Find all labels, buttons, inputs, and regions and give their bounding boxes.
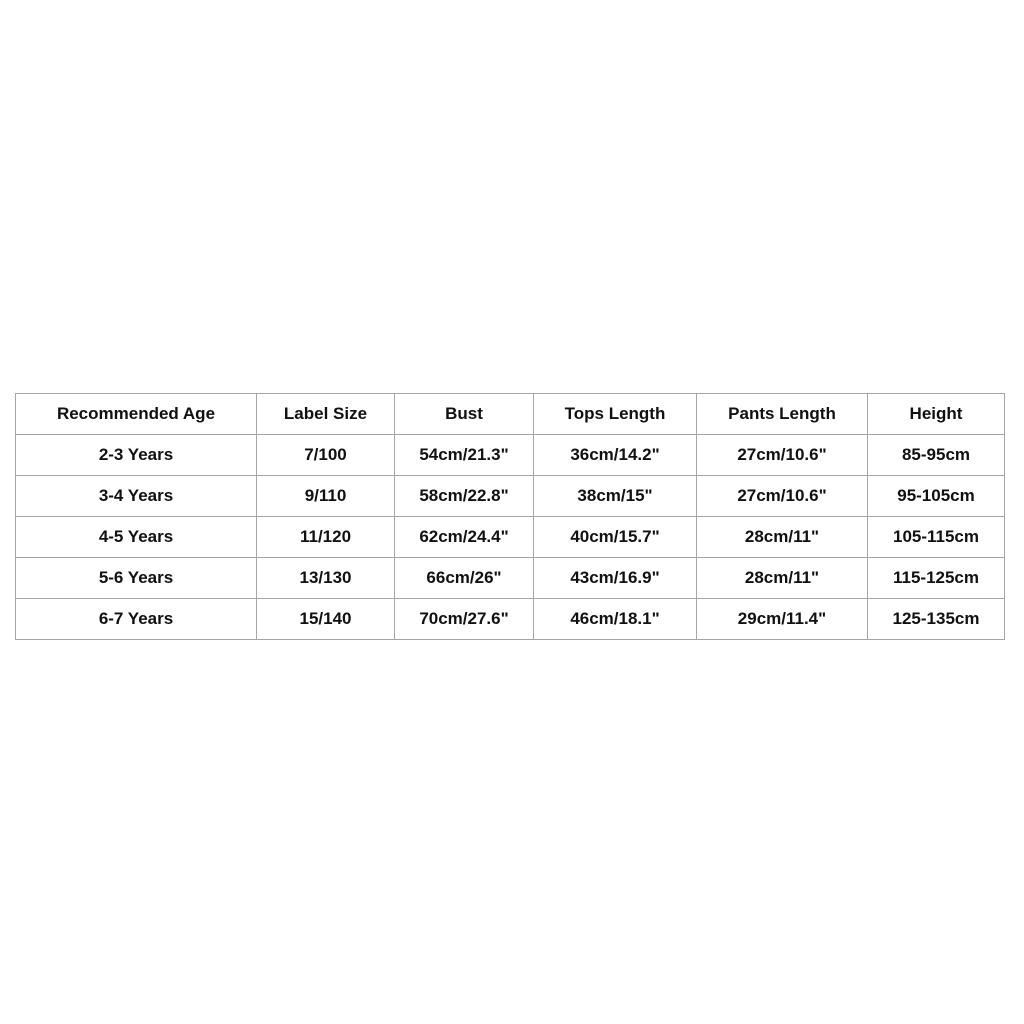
cell-tops-length: 40cm/15.7" <box>534 517 697 558</box>
header-recommended-age: Recommended Age <box>16 394 257 435</box>
cell-bust: 62cm/24.4" <box>395 517 534 558</box>
cell-recommended-age: 5-6 Years <box>16 558 257 599</box>
table-row <box>16 517 1005 558</box>
cell-tops-length: 36cm/14.2" <box>534 435 697 476</box>
cell-bust: 58cm/22.8" <box>395 476 534 517</box>
cell-recommended-age: 2-3 Years <box>16 435 257 476</box>
cell-tops-length: 38cm/15" <box>534 476 697 517</box>
header-height: Height <box>868 394 1005 435</box>
cell-pants-length: 27cm/10.6" <box>697 476 868 517</box>
cell-tops-length: 46cm/18.1" <box>534 599 697 640</box>
header-tops-length: Tops Length <box>534 394 697 435</box>
cell-label-size: 7/100 <box>257 435 395 476</box>
cell-height: 95-105cm <box>868 476 1005 517</box>
cell-bust: 70cm/27.6" <box>395 599 534 640</box>
header-pants-length: Pants Length <box>697 394 868 435</box>
cell-pants-length: 29cm/11.4" <box>697 599 868 640</box>
cell-height: 115-125cm <box>868 558 1005 599</box>
table-row <box>16 435 1005 476</box>
cell-bust: 66cm/26" <box>395 558 534 599</box>
header-bust: Bust <box>395 394 534 435</box>
cell-recommended-age: 4-5 Years <box>16 517 257 558</box>
cell-label-size: 11/120 <box>257 517 395 558</box>
table-row <box>16 476 1005 517</box>
cell-bust: 54cm/21.3" <box>395 435 534 476</box>
cell-pants-length: 28cm/11" <box>697 558 868 599</box>
cell-recommended-age: 6-7 Years <box>16 599 257 640</box>
cell-pants-length: 27cm/10.6" <box>697 435 868 476</box>
cell-height: 105-115cm <box>868 517 1005 558</box>
cell-label-size: 9/110 <box>257 476 395 517</box>
header-row <box>16 394 1005 435</box>
cell-height: 125-135cm <box>868 599 1005 640</box>
cell-tops-length: 43cm/16.9" <box>534 558 697 599</box>
cell-height: 85-95cm <box>868 435 1005 476</box>
cell-recommended-age: 3-4 Years <box>16 476 257 517</box>
size-chart-table <box>15 393 1005 640</box>
table-row <box>16 599 1005 640</box>
cell-label-size: 15/140 <box>257 599 395 640</box>
table-row <box>16 558 1005 599</box>
header-label-size: Label Size <box>257 394 395 435</box>
cell-pants-length: 28cm/11" <box>697 517 868 558</box>
cell-label-size: 13/130 <box>257 558 395 599</box>
